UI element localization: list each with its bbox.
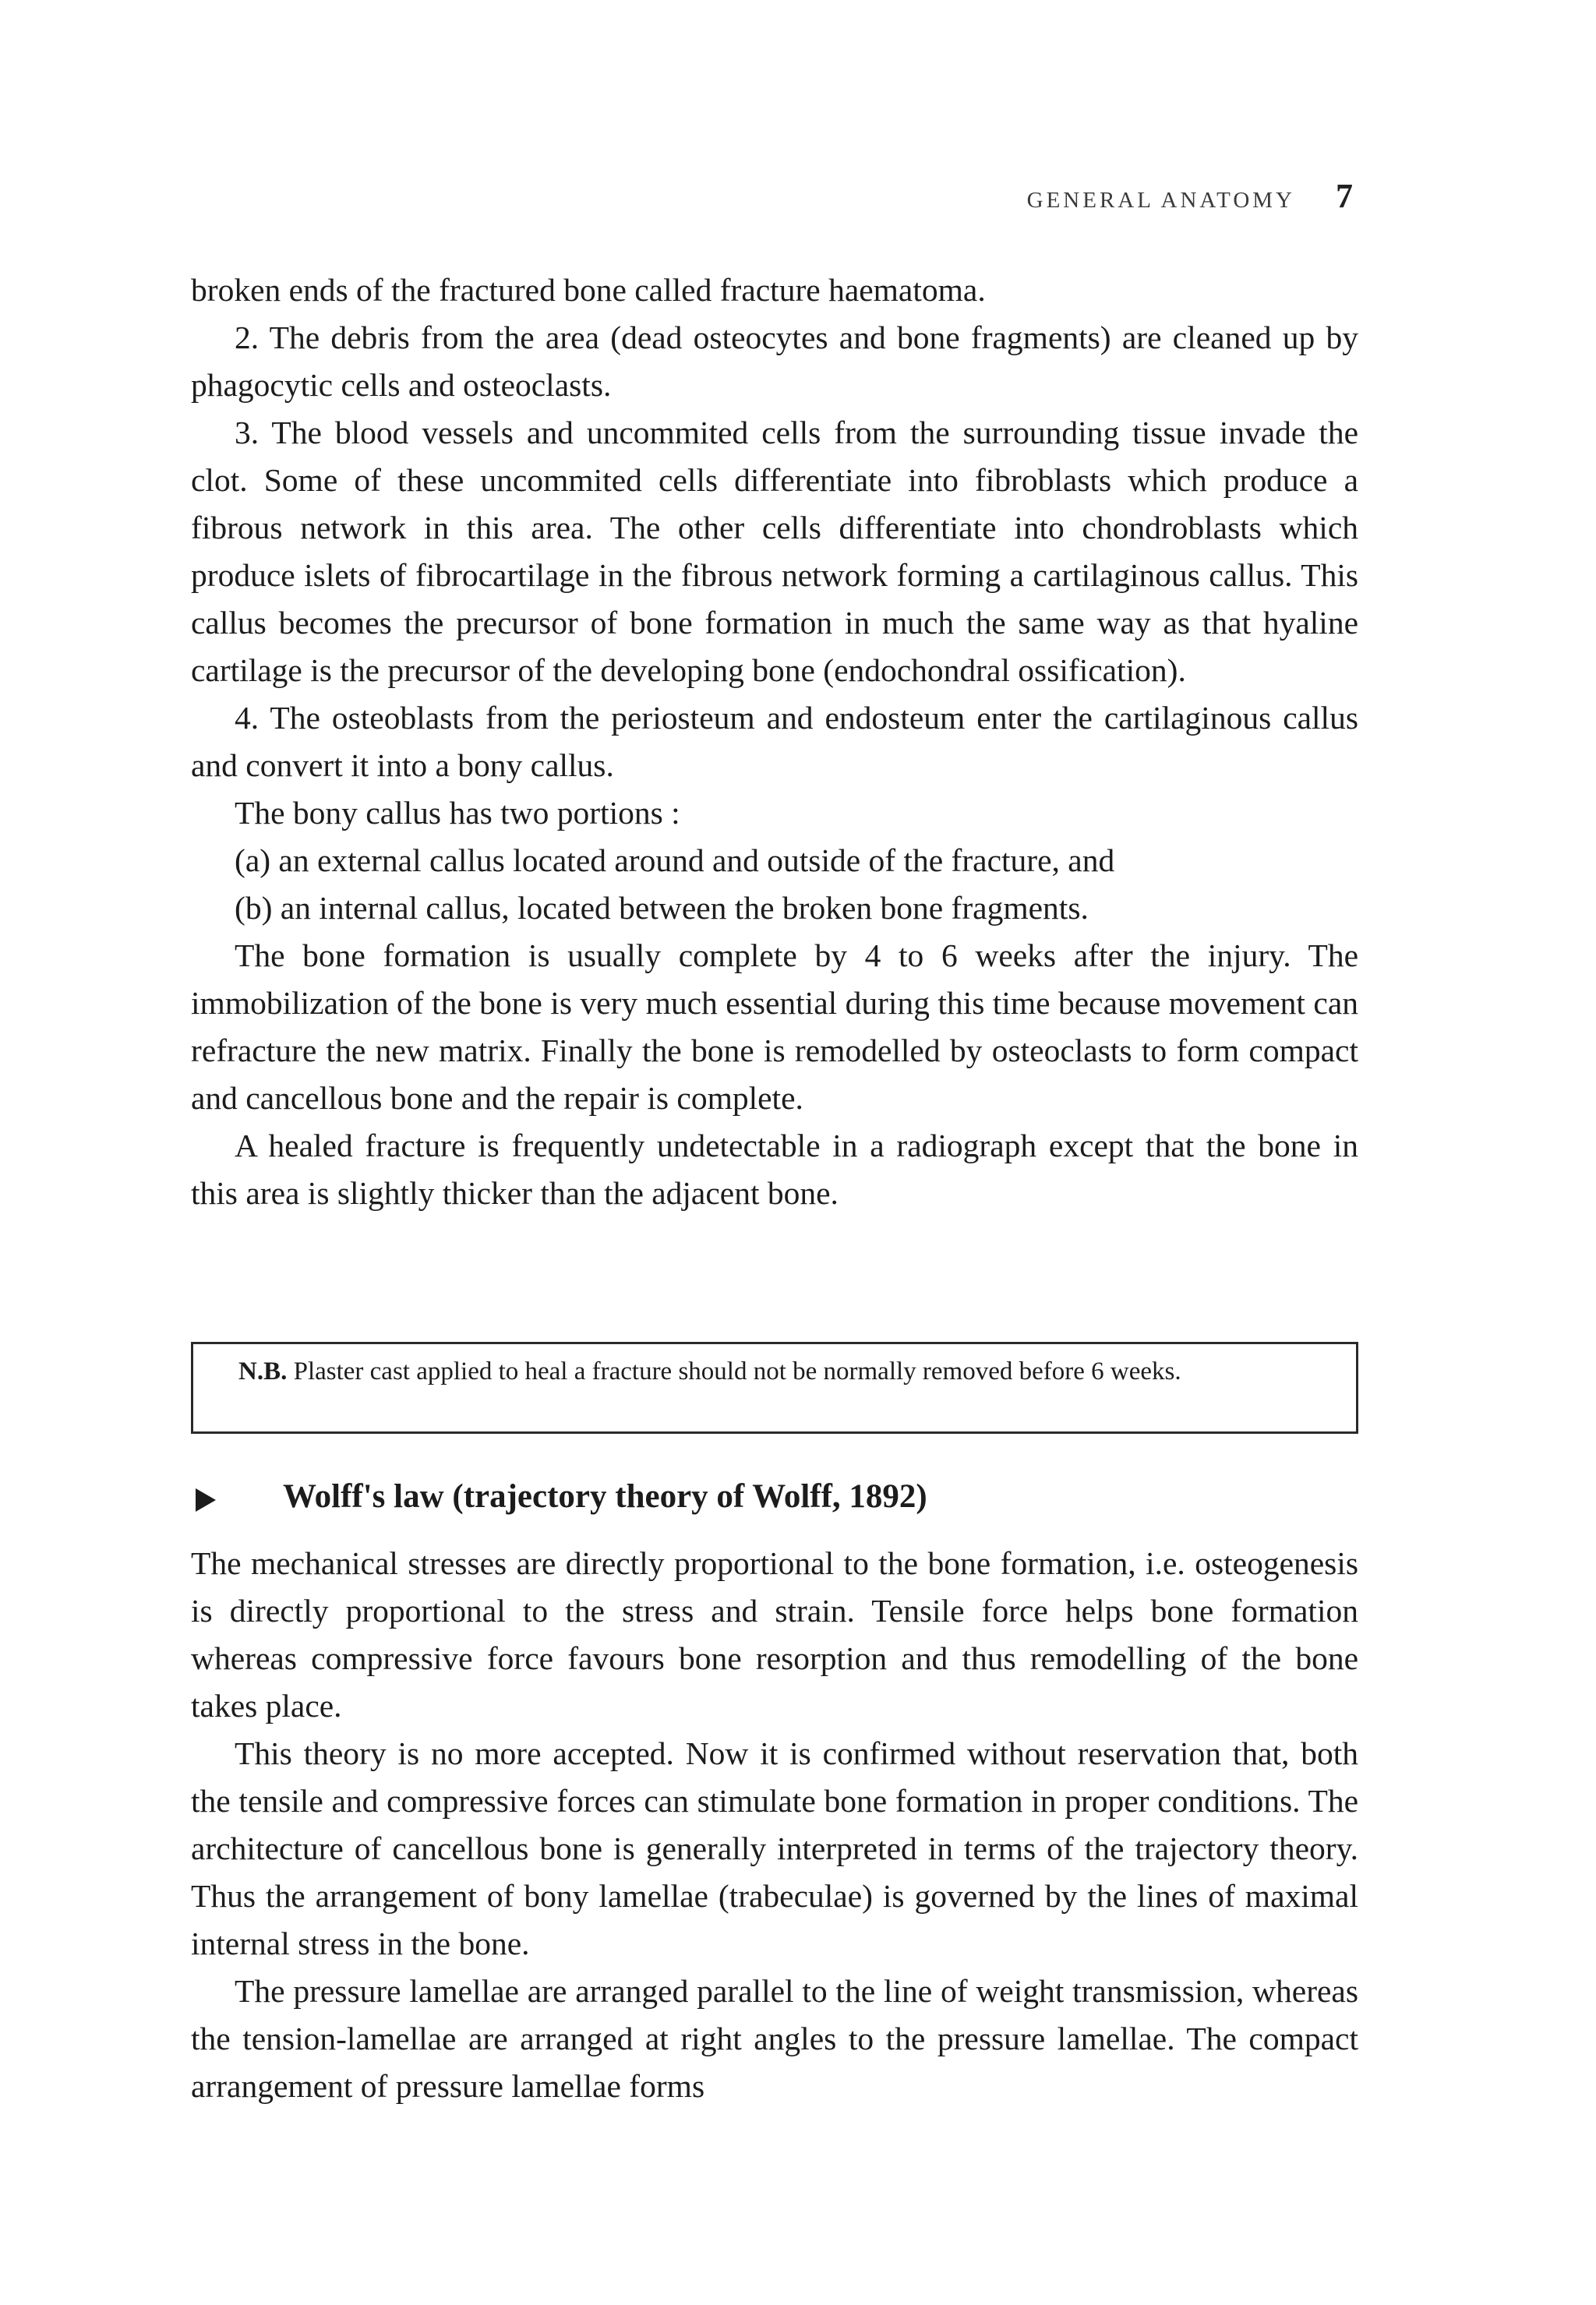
paragraph: 3. The blood vessels and uncommited cells from the surrounding tissue invade the clot. Some of these uncommited cells differentiate into fibroblasts which produce a fibrous network in this area. The other cells differentiate into chondroblasts which produce islets of fibrocartilage in the fibrous network forming a cartilaginous callus. This callus becomes the precursor of bone formation in much the same way as that hyaline cartilage is the precursor of the developing bone (endochondral ossification). xyxy=(191,415,1358,688)
note-box xyxy=(191,1342,1358,1434)
paragraph: The mechanical stresses are directly proportional to the bone formation, i.e. osteogenesis is directly proportional to the stress and strain. Tensile force helps bone formation whereas compressive force favours bone resorption and thus remodelling of the bone takes place. xyxy=(191,1545,1358,1724)
paragraph: broken ends of the fractured bone called fracture haematoma. xyxy=(191,272,986,308)
paragraph: The bony callus has two portions : xyxy=(235,795,680,831)
paragraph: 4. The osteoblasts from the periosteum and endosteum enter the cartilaginous callus and convert it into a bony callus. xyxy=(191,700,1358,783)
page-header xyxy=(1027,176,1353,216)
paragraph: The bone formation is usually complete by 4 to 6 weeks after the injury. The immobilization of the bone is very much essential during this time because movement can refracture the new matrix. Finally the bone is remodelled by osteoclasts to form compact and cancellous bone and the repair is complete. xyxy=(191,937,1358,1116)
paragraph: The pressure lamellae are arranged parallel to the line of weight transmission, whereas the tension-lamellae are arranged at right angles to the pressure lamellae. The compact arrangement of pressure lamellae forms xyxy=(191,1973,1358,2104)
paragraph: This theory is no more accepted. Now it is confirmed without reservation that, both the tensile and compressive forces can stimulate bone formation in proper conditions. The architecture of cancellous bone is generally interpreted in terms of the trajectory theory. Thus the arrangement of bony lamellae (trabeculae) is governed by the lines of maximal internal stress in the bone. xyxy=(191,1735,1358,1961)
note-text: Plaster cast applied to heal a fracture should not be normally removed before 6 weeks. xyxy=(293,1357,1181,1385)
paragraph: A healed fracture is frequently undetectable in a radiograph except that the bone in this area is slightly thicker than the adjacent bone. xyxy=(191,1128,1358,1211)
paragraph: 2. The debris from the area (dead osteocytes and bone fragments) are cleaned up by phagocytic cells and osteoclasts. xyxy=(191,319,1358,403)
list-item: (a) an external callus located around and outside of the fracture, and xyxy=(235,842,1115,878)
running-head: GENERAL ANATOMY xyxy=(1026,188,1295,213)
list-item: (b) an internal callus, located between the broken bone fragments. xyxy=(235,890,1089,926)
body-text-block-1 xyxy=(191,267,1358,1217)
section-heading-text: Wolff's law (trajectory theory of Wolff, 1892) xyxy=(283,1477,927,1515)
note-label: N.B. xyxy=(238,1357,288,1385)
body-text-block-2 xyxy=(191,1540,1358,2110)
page-number: 7 xyxy=(1336,177,1353,215)
section-heading xyxy=(191,1473,1358,1520)
triangle-bullet-icon xyxy=(196,1488,216,1512)
